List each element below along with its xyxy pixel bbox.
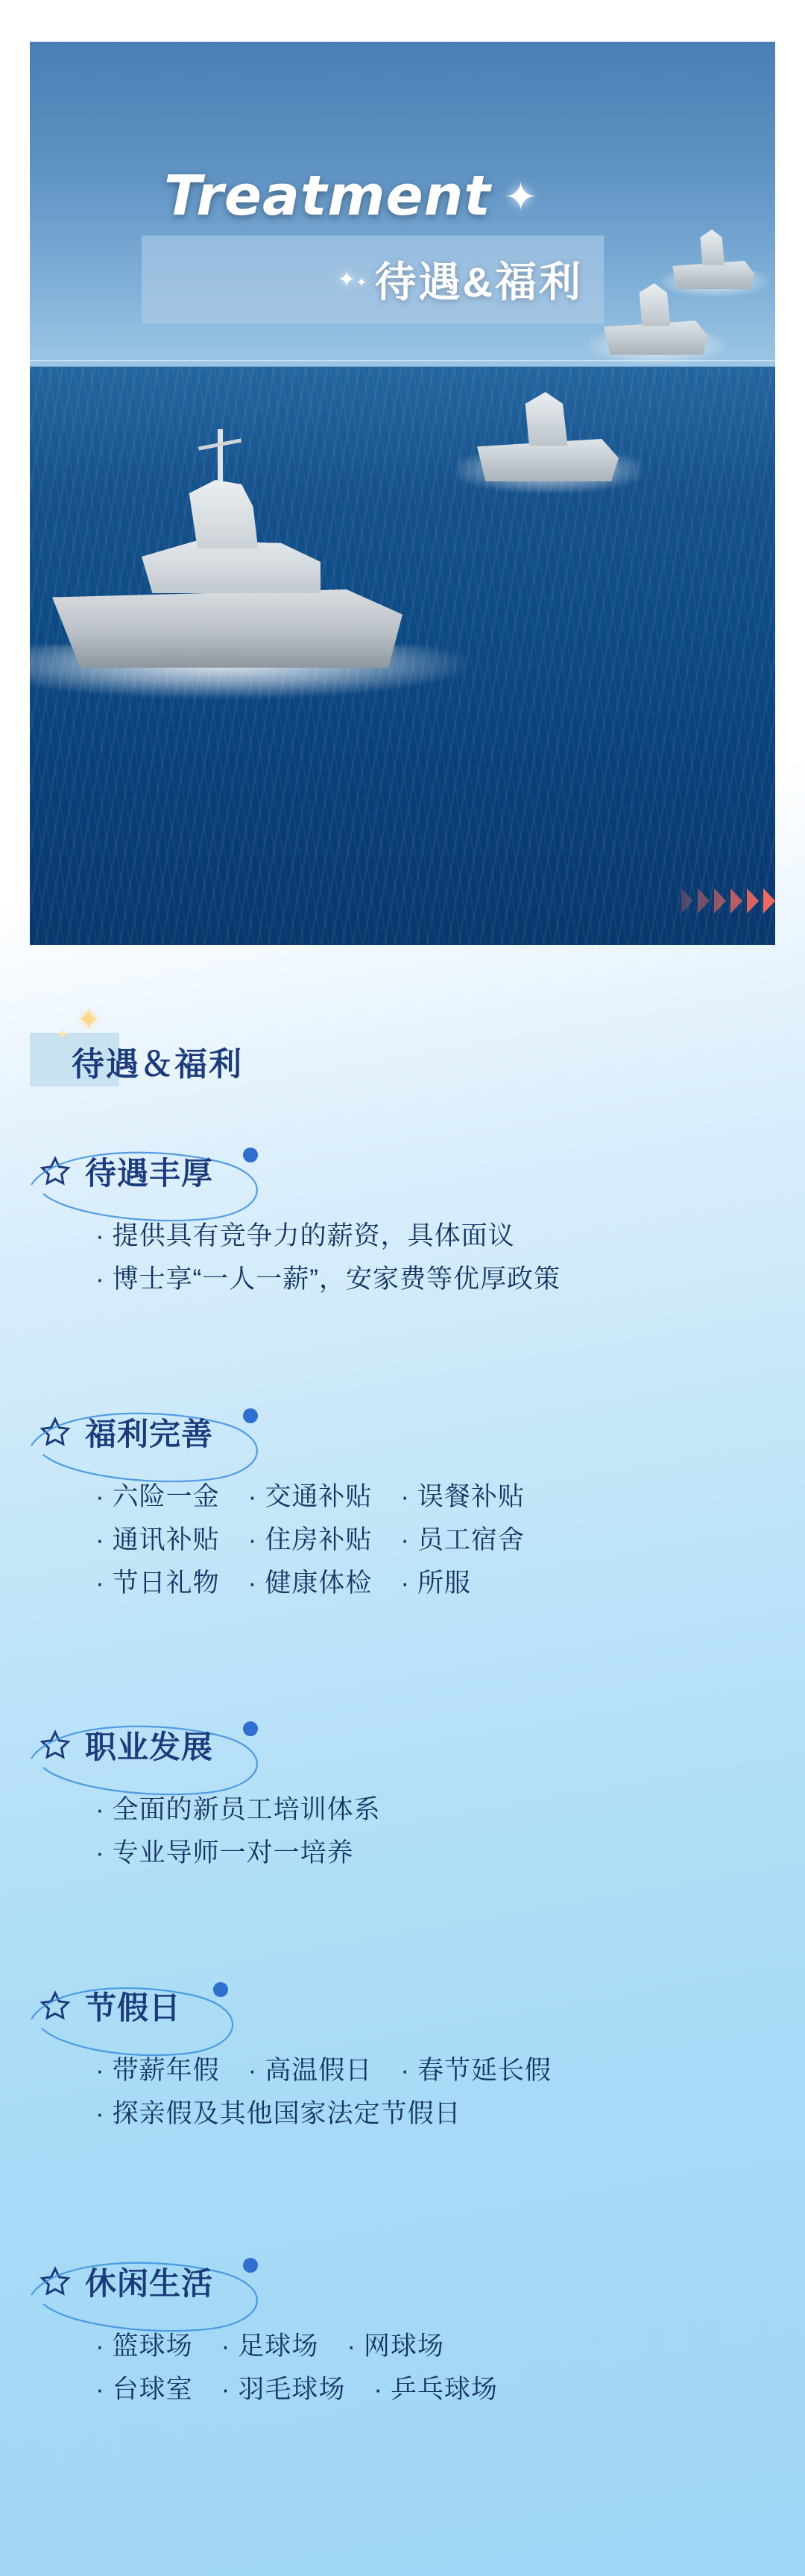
list-item: · 通讯补贴 bbox=[95, 1519, 220, 1562]
block-title: 休闲生活 bbox=[85, 2266, 214, 2301]
block-title: 职业发展 bbox=[85, 1730, 214, 1765]
block-title: 待遇丰厚 bbox=[85, 1156, 214, 1191]
chevron-icon bbox=[747, 888, 759, 914]
sparkle-icon: ✦ bbox=[504, 175, 538, 220]
block-header bbox=[30, 1982, 775, 2039]
block-career-development bbox=[30, 1721, 775, 1875]
accent-dot bbox=[243, 1721, 258, 1736]
list-item: · 提供具有竞争力的薪资，具体面议 bbox=[95, 1215, 515, 1258]
list-item: · 交通补贴 bbox=[248, 1475, 373, 1519]
item-row bbox=[95, 1475, 775, 1519]
accent-dot bbox=[243, 1148, 258, 1162]
block-items bbox=[30, 1215, 775, 1301]
star-icon bbox=[39, 1155, 72, 1188]
hero-title-block bbox=[142, 164, 648, 323]
section-heading bbox=[30, 1004, 343, 1094]
list-item: · 网球场 bbox=[347, 2325, 444, 2368]
ship-tower bbox=[523, 392, 571, 446]
item-row bbox=[95, 2049, 775, 2092]
list-item: · 误餐补贴 bbox=[400, 1475, 525, 1519]
ship-hull bbox=[52, 589, 402, 668]
item-row bbox=[95, 1258, 775, 1301]
list-item: · 所服 bbox=[400, 1562, 471, 1605]
star-icon bbox=[39, 1416, 72, 1449]
item-row bbox=[95, 1832, 775, 1875]
distant-warship-2 bbox=[477, 370, 619, 481]
star-icon bbox=[39, 2265, 72, 2298]
list-item: · 博士享“一人一薪”，安家费等优厚政策 bbox=[95, 1258, 561, 1301]
hero-title-en-row bbox=[142, 164, 648, 228]
list-item: · 员工宿舍 bbox=[400, 1519, 525, 1562]
section-heading-text: 待遇＆福利 bbox=[72, 1046, 243, 1083]
list-item: · 节日礼物 bbox=[95, 1562, 220, 1605]
ship-mast bbox=[218, 429, 223, 481]
list-item: · 住房补贴 bbox=[248, 1519, 373, 1562]
list-item: · 健康体检 bbox=[248, 1562, 373, 1605]
item-row bbox=[95, 2092, 775, 2136]
block-title: 福利完善 bbox=[85, 1417, 214, 1452]
distant-warship-4 bbox=[672, 215, 754, 289]
list-item: · 探亲假及其他国家法定节假日 bbox=[95, 2092, 461, 2136]
chevron-decoration bbox=[681, 888, 775, 914]
hero-image bbox=[30, 42, 775, 945]
accent-dot bbox=[213, 1982, 228, 1997]
list-item: · 带薪年假 bbox=[95, 2049, 220, 2092]
list-item: · 羽毛球场 bbox=[221, 2368, 346, 2411]
accent-dot bbox=[243, 2258, 258, 2273]
list-item: · 乒乓球场 bbox=[373, 2368, 498, 2411]
item-row bbox=[95, 2325, 775, 2368]
block-benefits-generous bbox=[30, 1148, 775, 1301]
star-icon bbox=[39, 1729, 72, 1762]
block-items bbox=[30, 1475, 775, 1604]
list-item: · 春节延长假 bbox=[400, 2049, 552, 2092]
list-item: · 六险一金 bbox=[95, 1475, 220, 1519]
item-row bbox=[95, 1215, 775, 1258]
list-item: · 全面的新员工培训体系 bbox=[95, 1788, 381, 1832]
ship-tower bbox=[183, 474, 265, 548]
block-leisure-life bbox=[30, 2258, 775, 2411]
chevron-icon bbox=[698, 888, 710, 914]
hero-title-cn-band bbox=[142, 235, 604, 323]
foreground-warship bbox=[52, 429, 440, 697]
block-items bbox=[30, 2325, 775, 2411]
star-icon bbox=[39, 1990, 72, 2022]
item-row bbox=[95, 1519, 775, 1562]
block-header bbox=[30, 1721, 775, 1778]
sparkle-icon: ✦ bbox=[57, 1027, 69, 1043]
block-holidays bbox=[30, 1982, 775, 2136]
chevron-icon bbox=[714, 888, 726, 914]
sparkle-icon: ✦✦ bbox=[337, 267, 367, 292]
ship-deck bbox=[142, 541, 321, 593]
list-item: · 台球室 bbox=[95, 2368, 193, 2411]
accent-dot bbox=[243, 1408, 258, 1423]
list-item: · 高温假日 bbox=[248, 2049, 373, 2092]
chevron-icon bbox=[730, 888, 742, 914]
item-row bbox=[95, 1788, 775, 1832]
chevron-icon bbox=[681, 888, 693, 914]
block-title: 节假日 bbox=[85, 1990, 182, 2025]
hero-title-cn: 待遇&福利 bbox=[374, 259, 583, 306]
sparkle-icon: ✦ bbox=[76, 1004, 101, 1037]
item-row bbox=[95, 2368, 775, 2411]
chevron-icon bbox=[763, 888, 775, 914]
block-items bbox=[30, 2049, 775, 2136]
block-items bbox=[30, 1788, 775, 1875]
block-header bbox=[30, 1148, 775, 1204]
item-row bbox=[95, 1562, 775, 1605]
list-item: · 足球场 bbox=[221, 2325, 319, 2368]
list-item: · 篮球场 bbox=[95, 2325, 193, 2368]
ship-tower bbox=[698, 230, 726, 265]
block-welfare-complete bbox=[30, 1408, 775, 1604]
list-item: · 专业导师一对一培养 bbox=[95, 1832, 354, 1875]
block-header bbox=[30, 2258, 775, 2314]
block-header bbox=[30, 1408, 775, 1465]
hero-title-en: Treatment bbox=[164, 164, 491, 228]
